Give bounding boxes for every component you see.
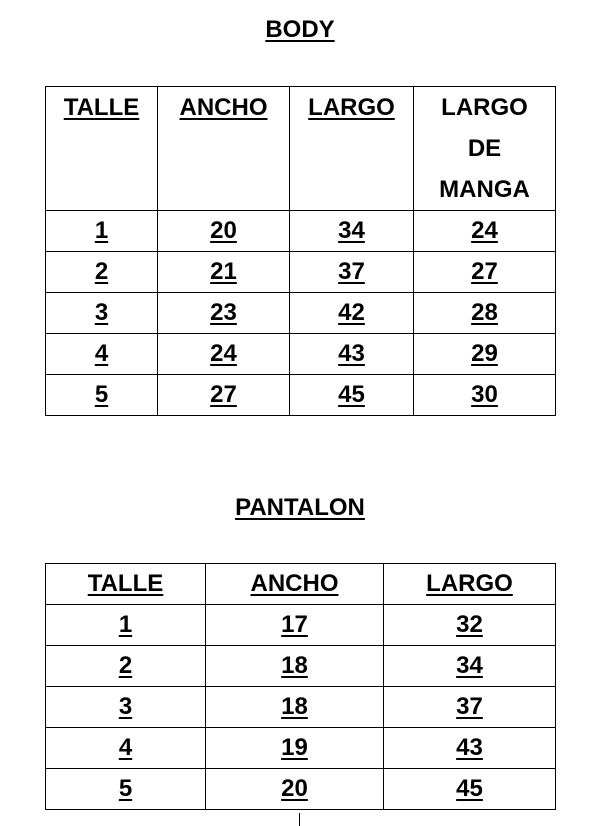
cell-largo: 34: [384, 646, 556, 687]
cell-talle: 2: [46, 252, 158, 293]
header-talle: TALLE: [46, 87, 158, 211]
page-edge-mark: [299, 813, 300, 826]
cell-talle: 1: [46, 605, 206, 646]
cell-ancho: 18: [206, 687, 384, 728]
cell-largo-de-manga: 30: [414, 375, 556, 416]
cell-talle: 4: [46, 728, 206, 769]
table-row: [46, 211, 556, 252]
cell-largo-de-manga: 27: [414, 252, 556, 293]
cell-talle: 3: [46, 293, 158, 334]
cell-ancho: 17: [206, 605, 384, 646]
body-table-title: BODY: [265, 16, 335, 43]
cell-largo: 43: [290, 334, 414, 375]
table-row: [46, 293, 556, 334]
cell-largo-de-manga: 28: [414, 293, 556, 334]
table-row: [46, 252, 556, 293]
cell-largo-de-manga: 29: [414, 334, 556, 375]
header-largo-de-manga: [414, 87, 556, 211]
cell-largo: 37: [290, 252, 414, 293]
cell-largo-de-manga: 24: [414, 211, 556, 252]
table-row: [46, 605, 556, 646]
table-header-row: [46, 564, 556, 605]
header-largo-de-manga-label: LARGO DE MANGA: [439, 94, 530, 203]
cell-talle: 1: [46, 211, 158, 252]
cell-ancho: 23: [158, 293, 290, 334]
cell-talle: 5: [46, 769, 206, 810]
cell-ancho: 24: [158, 334, 290, 375]
table-row: [46, 687, 556, 728]
pantalon-table-title: PANTALON: [235, 494, 365, 521]
cell-talle: 3: [46, 687, 206, 728]
table-row: [46, 646, 556, 687]
cell-ancho: 21: [158, 252, 290, 293]
cell-largo: 34: [290, 211, 414, 252]
header-ancho: ANCHO: [158, 87, 290, 211]
header-largo: LARGO: [384, 564, 556, 605]
table-header-row: [46, 87, 556, 211]
cell-talle: 2: [46, 646, 206, 687]
table-row: [46, 769, 556, 810]
header-talle: TALLE: [46, 564, 206, 605]
table-row: [46, 728, 556, 769]
pantalon-size-table: [45, 563, 556, 810]
cell-talle: 5: [46, 375, 158, 416]
cell-ancho: 18: [206, 646, 384, 687]
cell-largo: 45: [290, 375, 414, 416]
cell-ancho: 27: [158, 375, 290, 416]
cell-largo: 32: [384, 605, 556, 646]
cell-largo: 43: [384, 728, 556, 769]
cell-ancho: 20: [158, 211, 290, 252]
cell-largo: 42: [290, 293, 414, 334]
table-row: [46, 375, 556, 416]
body-size-table: [45, 86, 556, 416]
cell-largo: 37: [384, 687, 556, 728]
table-row: [46, 334, 556, 375]
cell-largo: 45: [384, 769, 556, 810]
header-ancho: ANCHO: [206, 564, 384, 605]
cell-talle: 4: [46, 334, 158, 375]
cell-ancho: 20: [206, 769, 384, 810]
cell-ancho: 19: [206, 728, 384, 769]
header-largo: LARGO: [290, 87, 414, 211]
